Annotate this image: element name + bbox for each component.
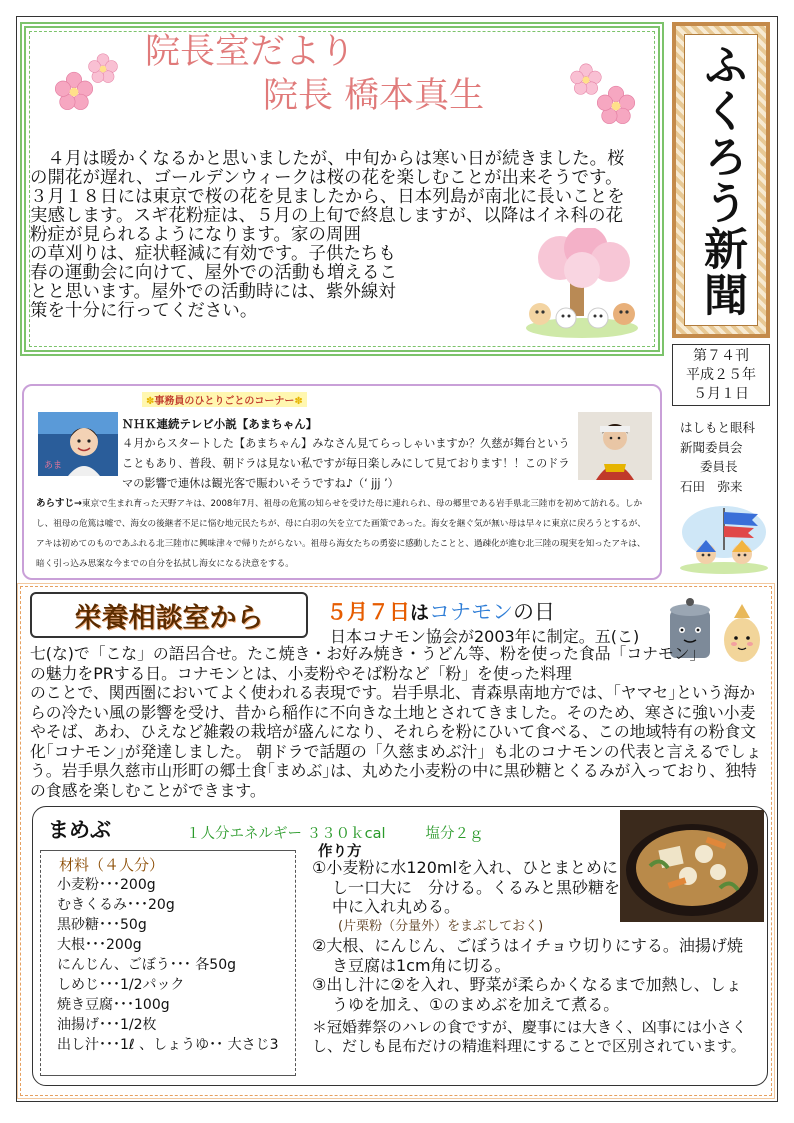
committee-name: 新聞委員会 [680, 439, 743, 455]
recipe-salt: 塩分２ｇ [425, 826, 484, 842]
clinic-name: はしもと眼科 [680, 420, 756, 435]
drama-poster-image [38, 412, 118, 476]
recipe-energy: １人分エネルギー ３３０ｋcal [186, 826, 386, 842]
recipe-closing-note: ＊冠婚葬祭のハレの食ですが、慶事には大きく、凶事には小さくし、だしも昆布だけの精進料理にすることで区別されています。 [312, 1018, 747, 1055]
ingredient-item: 黒砂糖･･･50g [57, 917, 147, 933]
ingredient-list [40, 850, 296, 1076]
director-column-title [145, 30, 505, 118]
issue-number: 第７４刊 [693, 348, 749, 364]
staff-corner [22, 384, 662, 580]
konamon-suffix: の日 [513, 600, 556, 624]
staff-corner-header [142, 392, 307, 407]
ingredient-item: 小麦粉･･･200g [57, 877, 156, 893]
actress-photo [578, 412, 652, 480]
konamon-lead-paragraph: 七(な)で「こな」の語呂合せ。たこ焼き・お好み焼き・うどん等、粉を使った食品「コナモン」の魅力をPRする日。コナモンとは、小麦粉やそば粉など「粉」を使った料理 [30, 644, 698, 683]
committee-role: 委員長 [700, 459, 738, 474]
ingredient-item: 出し汁･･･1ℓ 、しょうゆ･･ 大さじ3 [57, 1037, 279, 1053]
konamon-name: コナモン [429, 600, 514, 624]
star-icon: ✽ [146, 396, 155, 407]
konamon-article-body [30, 644, 766, 800]
steps-heading: 作り方 [318, 844, 362, 860]
ingredient-item: しめじ･･･1/2パック [57, 977, 185, 993]
star-icon: ✽ [294, 396, 303, 407]
drama-text: ４月からスタートした【あまちゃん】みなさん見てらっしゃいますか？久慈が舞台ということもあり、普段、朝ドラは見ない私ですが毎日楽しみにして見ております！！このドラマの影響で連休は観光客で賑わいそうですね♪（‘ jjj ’） [122, 437, 570, 490]
konamon-date: ５月７日 [326, 600, 410, 624]
synopsis-text: 東京で生まれ育った天野アキは、2008年7月、祖母の危篤の知らせを受けた母に連れられ、母の郷里である岩手県北三陸市を初めて訪れる。しかし、祖母の危篤は嘘で、海女の後継者不足に悩む地元民たちが、母に白羽の矢を立てた画策であった。海女を継ぐ気が無い母は早々に東京に戻ろうとするが、アキは初めてのものであふれる北三陸市に興味津々で帰りたがらない。祖母ら海女たちの勇姿に感動したことと、過疎化が進む北三陸の現実を知ったアキは、暗く引っ込み思案な今までの自分を払拭し海女になる決意をする。 [36, 499, 646, 569]
drama-title: ＮＨＫ連続テレビ小説【あまちゃん】 [122, 417, 318, 431]
staff-corner-title: 事務員のひとりごとのコーナー [154, 396, 295, 407]
committee-credit [676, 418, 772, 496]
ingredient-item: 焼き豆腐･･･100g [57, 997, 170, 1013]
director-paragraph: ４月は暖かくなるかと思いましたが、中旬からは寒い日が続きました。桜の開花が遅れ、ゴールデンウィークは桜の花を楽しむことが出来そうです。３月１８日には東京で桜の花を見ましたから、日本列島が南北に長いことを実感します。スギ花粉症は、５月の上旬で終息しますが、以降はイネ科の花粉症が見られるようになります。家の周囲 [30, 149, 625, 245]
recipe-step: ①小麦粉に水120mlを入れ、ひとまとめにし一口大に 分ける。くるみと黒砂糖を中に入れ丸める。 [312, 858, 621, 916]
nutrition-section-title: 栄養相談室から [30, 592, 308, 638]
cherry-tree-illustration [524, 228, 640, 340]
issue-date: ５月１日 [693, 386, 749, 402]
recipe-step: ③出し汁に②を入れ、野菜が柔らかくなるまで加熱し、しょうゆを加え、①のまめぶを加えて煮る。 [312, 975, 742, 1014]
ingredient-item: むきくるみ･･･20g [57, 897, 175, 913]
recipe-steps [312, 858, 743, 1014]
konamon-intro: 日本コナモン協会が2003年に制定。五(こ) [330, 627, 640, 646]
drama-synopsis [36, 494, 652, 574]
mamebu-soup-photo [620, 810, 764, 922]
recipe-step: ②大根、にんじん、ごぼうはイチョウ切りにする。油揚げ焼き豆腐は1cm角に切る。 [312, 936, 743, 975]
ingredient-heading: 材料（４人分） [59, 856, 165, 874]
masthead-inner [684, 34, 758, 326]
column-author: 院長 橋本真生 [263, 76, 485, 116]
synopsis-label: あらすじ→ [36, 498, 82, 509]
konamon-paragraph: のことで、関西圏においてよく使われる表現です。岩手県北、青森県南地方では、｢ヤマセ｣という海からの冷たい風の影響を受け、昔から稲作に不向きな土地とされてきました。そのため、寒さに強い小麦やそば、あわ、ひえなど雑穀の栽培が盛んになり、それらを粉にひいて食べる、この地域特有の粉食文化｢コナモン｣が発達しました。 朝ドラで話題の「久慈まめぶ汁」も北のコナモンの代表と言えるでしょう。岩手県久慈市山形町の郷土食｢まめぶ｣は、丸めた小麦粉の中に黒砂糖とくるみが入っており、独特の食感を楽しむことができます。 [30, 683, 762, 800]
committee-person: 石田 弥来 [680, 478, 743, 494]
column-title: 院長室だより [145, 32, 356, 72]
cherry-blossom-icon [594, 84, 638, 128]
ingredient-item: 大根･･･200g [57, 937, 142, 953]
issue-era-year: 平成２５年 [686, 367, 756, 383]
carp-streamer-illustration [680, 502, 768, 574]
konamon-day-heading [326, 596, 555, 626]
cherry-blossom-icon [86, 52, 120, 86]
ingredient-item: にんじん、ごぼう･･･ 各50g [57, 957, 236, 973]
newspaper-title: ふくろう新聞 [696, 42, 747, 318]
svg-text:あま: あま [44, 461, 63, 471]
ingredient-item: 油揚げ･･･1/2枚 [57, 1017, 157, 1033]
recipe-step-note: (片栗粉（分量外）をまぶしておく) [338, 918, 544, 934]
konamon-particle: は [410, 602, 430, 624]
masthead [672, 22, 770, 338]
director-paragraph: の草刈りは、症状軽減に有効です。子供たちも春の運動会に向けて、屋外での活動も増えることと思います。屋外での活動時には、紫外線対策を十分に行ってください。 [30, 244, 397, 321]
recipe-name: まめぶ [48, 818, 111, 842]
issue-info [672, 344, 770, 406]
